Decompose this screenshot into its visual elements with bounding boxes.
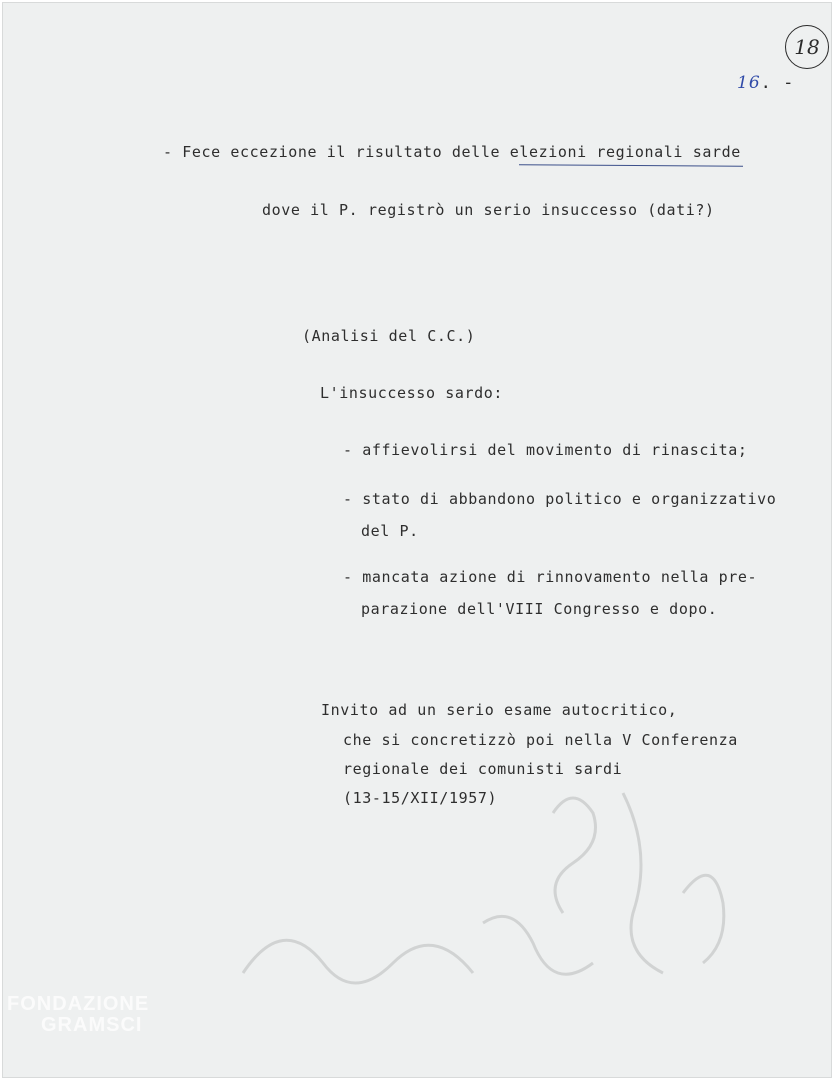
subheading: L'insuccesso sardo: <box>320 384 503 402</box>
bullet-2-continuation: del P. <box>361 522 419 540</box>
text-line-2: dove il P. registrò un serio insuccesso (dati?) <box>262 201 715 219</box>
bleed-through-handwriting <box>223 773 743 1033</box>
page-number-handwritten: 16 <box>737 73 761 93</box>
bullet-1: - affievolirsi del movimento di rinascita; <box>343 441 748 459</box>
document-page <box>2 2 832 1078</box>
page-number <box>737 73 794 93</box>
bullet-2: - stato di abbandono politico e organizzativo <box>343 490 777 508</box>
invite-line-1: Invito ad un serio esame autocritico, <box>321 701 678 719</box>
bullet-3-continuation: parazione dell'VIII Congresso e dopo. <box>361 600 718 618</box>
invite-line-2: che si concretizzò poi nella V Conferenza <box>343 731 738 749</box>
analysis-note: (Analisi del C.C.) <box>302 327 476 345</box>
watermark-line-2: GRAMSCI <box>41 1014 143 1036</box>
text-line-1: - Fece eccezione il risultato delle elezioni regionali sarde <box>163 143 741 161</box>
bullet-3: - mancata azione di rinnovamento nella pre- <box>343 568 758 586</box>
invite-line-4: (13-15/XII/1957) <box>343 789 498 807</box>
fondazione-gramsci-watermark <box>7 993 149 1037</box>
watermark-line-1: FONDAZIONE <box>7 993 150 1015</box>
circled-number-text: 18 <box>794 35 820 59</box>
page-number-suffix: . - <box>760 73 795 93</box>
invite-line-3: regionale dei comunisti sardi <box>343 760 623 778</box>
circled-page-number <box>785 25 829 69</box>
handwritten-underline <box>519 164 743 167</box>
